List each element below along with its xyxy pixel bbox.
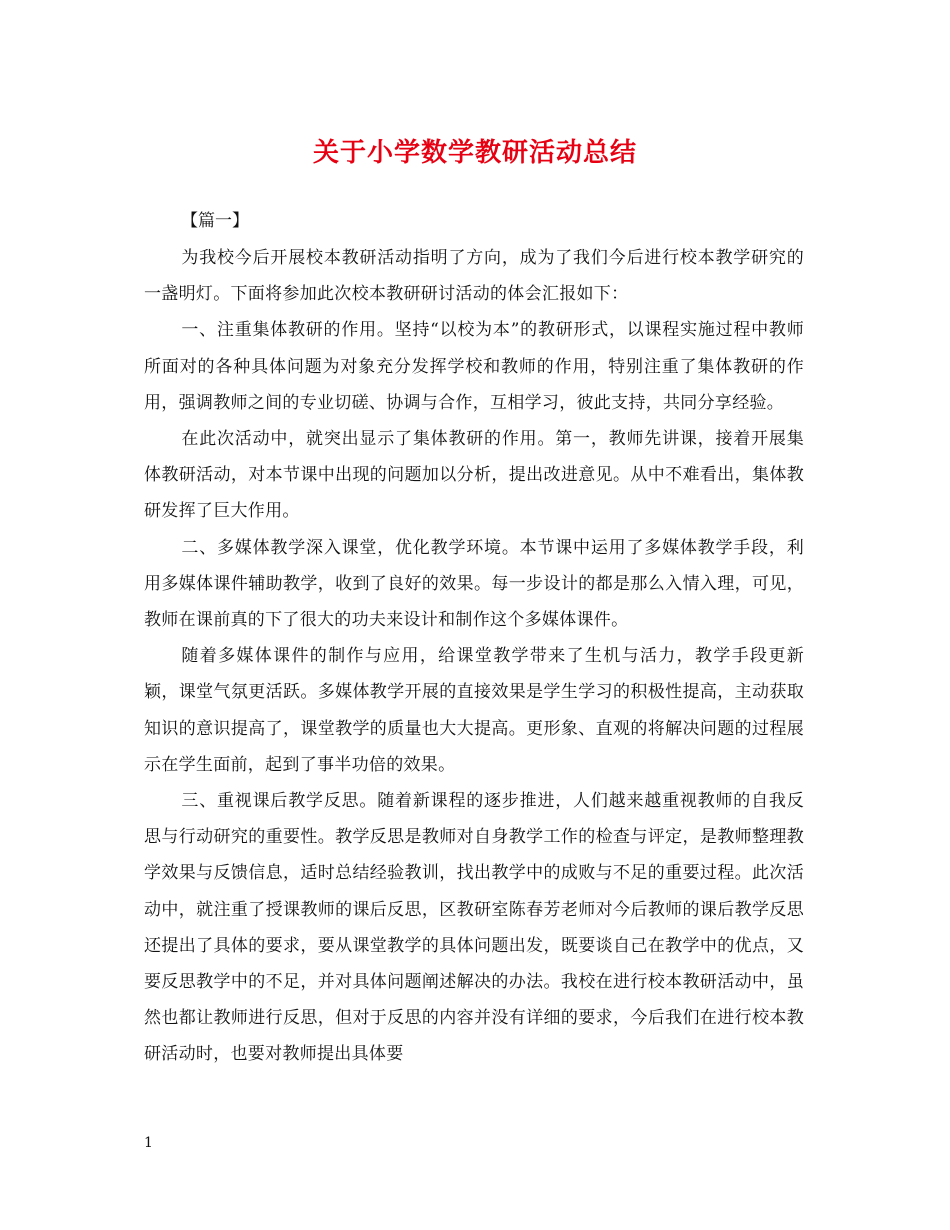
paragraph: 一、注重集体教研的作用。坚持“以校为本”的教研形式，以课程实施过程中教师所面对的各种具体问题为对象充分发挥学校和教师的作用，特别注重了集体教研的作用，强调教师之间的专业切磋、协调与合作，互相学习，彼此支持，共同分享经验。	[144, 320, 804, 413]
paragraph: 随着多媒体课件的制作与应用，给课堂教学带来了生机与活力，教学手段更新颖，课堂气氛更活跃。多媒体教学开展的直接效果是学生学习的积极性提高，主动获取知识的意识提高了，课堂教学的质量也大大提高。更形象、直观的将解决问题的过程展示在学生面前，起到了事半功倍的效果。	[144, 646, 804, 775]
paragraph: 二、多媒体教学深入课堂，优化教学环境。本节课中运用了多媒体教学手段，利用多媒体课件辅助教学，收到了良好的效果。每一步设计的都是那么入情入理，可见，教师在课前真的下了很大的功夫来设计和制作这个多媒体课件。	[144, 537, 804, 631]
page-number: 1	[144, 1135, 153, 1151]
paragraph: 为我校今后开展校本教研活动指明了方向，成为了我们今后进行校本教学研究的一盏明灯。下面将参加此次校本教研研讨活动的体会汇报如下：	[144, 248, 804, 305]
document-title: 关于小学数学教研活动总结	[312, 138, 637, 168]
section-label: 【篇一】	[181, 211, 249, 231]
paragraph: 三、重视课后教学反思。随着新课程的逐步推进，人们越来越重视教师的自我反思与行动研究的重要性。教学反思是教师对自身教学工作的检查与评定，是教师整理教学效果与反馈信息，适时总结经验教训，找出教学中的成败与不足的重要过程。此次活动中，就注重了授课教师的课后反思，区教研室陈春芳老师对今后教师的课后教学反思还提出了具体的要求，要从课堂教学的具体问题出发，既要谈自己在教学中的优点，又要反思教学中的不足，并对具体问题阐述解决的办法。我校在进行校本教研活动中，虽然也都让教师进行反思，但对于反思的内容并没有详细的要求，今后我们在进行校本教研活动时，也要对教师提出具体要	[144, 791, 804, 1065]
document-body	[144, 240, 804, 1073]
paragraph: 在此次活动中，就突出显示了集体教研的作用。第一，教师先讲课，接着开展集体教研活动，对本节课中出现的问题加以分析，提出改进意见。从中不难看出，集体教研发挥了巨大作用。	[144, 429, 804, 522]
